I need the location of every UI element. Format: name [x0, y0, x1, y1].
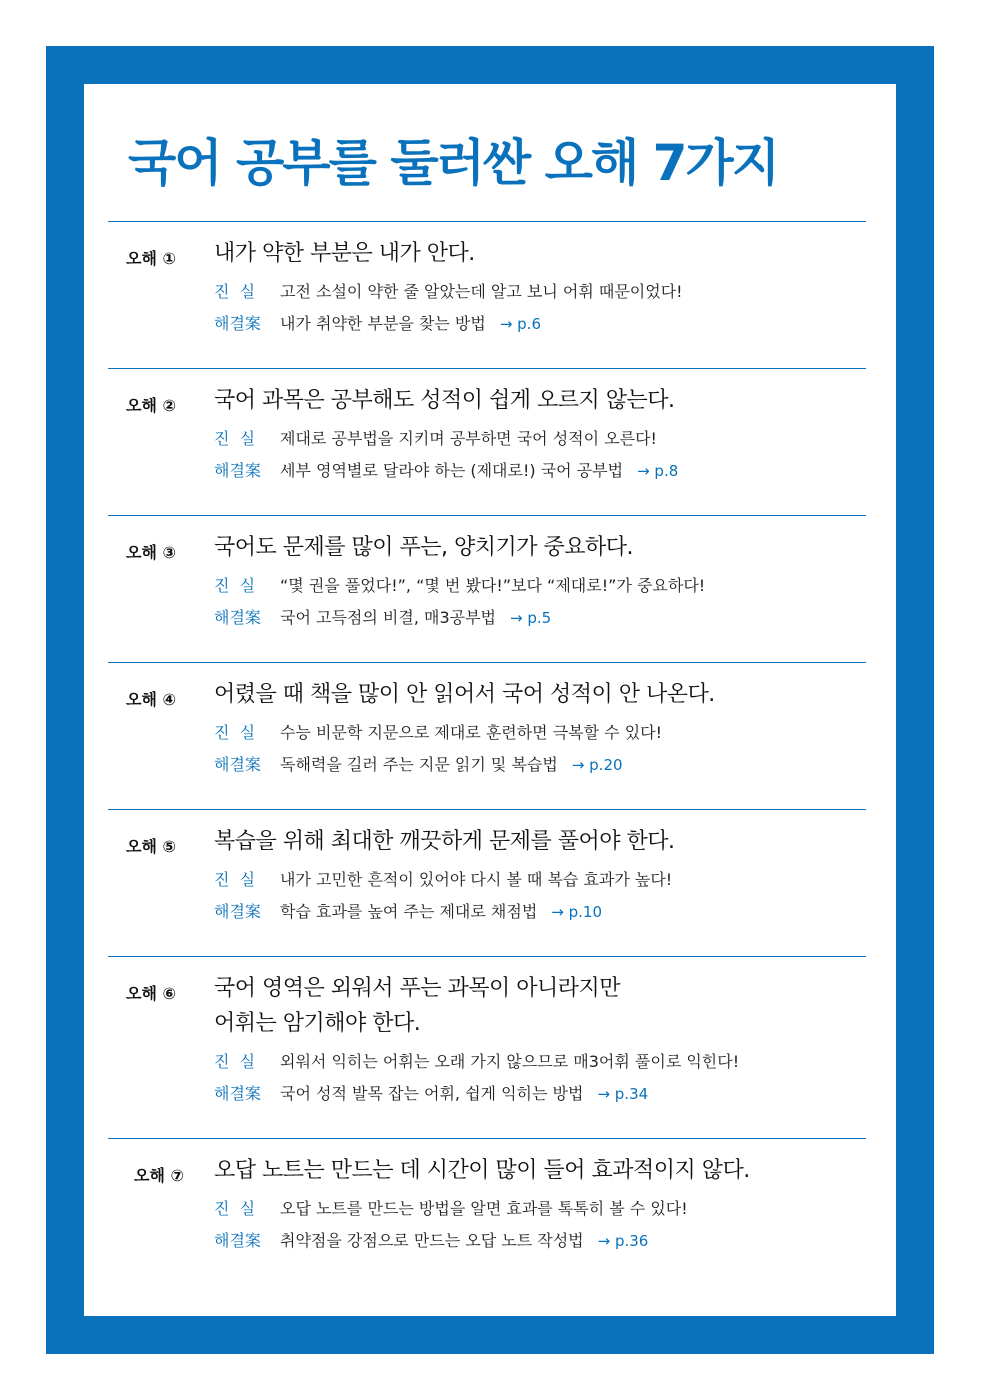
misconception-label: 오해 ① — [126, 249, 177, 268]
solution-key: 해결案 — [214, 461, 261, 480]
misconception-headline: 국어 과목은 공부해도 성적이 쉽게 오르지 않는다. — [214, 388, 675, 413]
truth-text: 제대로 공부법을 지키며 공부하면 국어 성적이 오른다! — [280, 429, 657, 448]
solution-text: 독해력을 길러 주는 지문 읽기 및 복습법 — [280, 755, 558, 774]
misconception-item — [108, 1138, 866, 1259]
solution-row — [214, 1080, 648, 1108]
truth-key: 진 실 — [214, 723, 256, 742]
misconception-item — [108, 662, 866, 783]
truth-key: 진 실 — [214, 870, 256, 889]
truth-text: 내가 고민한 흔적이 있어야 다시 볼 때 복습 효과가 높다! — [280, 870, 673, 889]
solution-row — [214, 310, 541, 338]
truth-text: 외워서 익히는 어휘는 오래 가지 않으므로 매3어휘 풀이로 익힌다! — [280, 1052, 740, 1071]
misconception-label: 오해 ③ — [126, 543, 177, 562]
misconception-label: 오해 ④ — [126, 690, 177, 709]
solution-key: 해결案 — [214, 608, 261, 627]
misconception-label: 오해 ② — [126, 396, 177, 415]
truth-key: 진 실 — [214, 1199, 256, 1218]
solution-row — [214, 898, 602, 926]
page-title: 국어 공부를 둘러싼 오해 7가지 — [128, 134, 779, 192]
misconception-headline: 국어도 문제를 많이 푸는, 양치기가 중요하다. — [214, 535, 633, 560]
solution-row — [214, 751, 623, 779]
page-reference: → p.8 — [637, 462, 679, 480]
page-reference: → p.36 — [597, 1232, 649, 1250]
misconception-headline: 국어 영역은 외워서 푸는 과목이 아니라지만 — [214, 976, 621, 1001]
solution-key: 해결案 — [214, 1231, 261, 1250]
solution-row — [214, 604, 551, 632]
misconception-headline: 어렸을 때 책을 많이 안 읽어서 국어 성적이 안 나온다. — [214, 682, 715, 707]
solution-text: 세부 영역별로 달라야 하는 (제대로!) 국어 공부법 — [280, 461, 624, 480]
solution-text: 내가 취약한 부분을 찾는 방법 — [280, 314, 486, 333]
misconception-item — [108, 221, 866, 342]
solution-text: 국어 고득점의 비결, 매3공부법 — [280, 608, 496, 627]
truth-row — [214, 425, 657, 453]
misconception-label: 오해 ⑦ — [134, 1166, 185, 1185]
solution-key: 해결案 — [214, 902, 261, 921]
truth-key: 진 실 — [214, 576, 256, 595]
misconception-headline: 오답 노트는 만드는 데 시간이 많이 들어 효과적이지 않다. — [214, 1158, 750, 1183]
truth-key: 진 실 — [214, 429, 256, 448]
truth-text: 수능 비문학 지문으로 제대로 훈련하면 극복할 수 있다! — [280, 723, 663, 742]
misconception-item — [108, 515, 866, 636]
misconception-item — [108, 809, 866, 930]
solution-text: 취약점을 강점으로 만드는 오답 노트 작성법 — [280, 1231, 584, 1250]
solution-key: 해결案 — [214, 1084, 261, 1103]
misconception-headline: 내가 약한 부분은 내가 안다. — [214, 241, 475, 266]
truth-row — [214, 1048, 739, 1076]
misconception-headline: 어휘는 암기해야 한다. — [214, 1011, 421, 1036]
page-reference: → p.5 — [510, 609, 552, 627]
truth-text: “몇 권을 풀었다!”, “몇 번 봤다!”보다 “제대로!”가 중요하다! — [280, 576, 706, 595]
misconception-label: 오해 ⑥ — [126, 984, 177, 1003]
truth-row — [214, 278, 683, 306]
truth-key: 진 실 — [214, 1052, 256, 1071]
solution-text: 학습 효과를 높여 주는 제대로 채점법 — [280, 902, 538, 921]
truth-row — [214, 866, 672, 894]
page-reference: → p.34 — [597, 1085, 649, 1103]
solution-row — [214, 1227, 648, 1255]
truth-text: 고전 소설이 약한 줄 알았는데 알고 보니 어휘 때문이었다! — [280, 282, 683, 301]
solution-key: 해결案 — [214, 755, 261, 774]
truth-text: 오답 노트를 만드는 방법을 알면 효과를 톡톡히 볼 수 있다! — [280, 1199, 688, 1218]
misconception-item — [108, 368, 866, 489]
page-reference: → p.6 — [499, 315, 541, 333]
truth-row — [214, 572, 705, 600]
truth-row — [214, 719, 662, 747]
solution-text: 국어 성적 발목 잡는 어휘, 쉽게 익히는 방법 — [280, 1084, 584, 1103]
misconception-headline: 복습을 위해 최대한 깨끗하게 문제를 풀어야 한다. — [214, 829, 675, 854]
truth-row — [214, 1195, 688, 1223]
misconception-item — [108, 956, 866, 1103]
page-reference: → p.20 — [571, 756, 623, 774]
solution-row — [214, 457, 678, 485]
truth-key: 진 실 — [214, 282, 256, 301]
solution-key: 해결案 — [214, 314, 261, 333]
page-reference: → p.10 — [551, 903, 602, 921]
misconception-label: 오해 ⑤ — [126, 837, 177, 856]
